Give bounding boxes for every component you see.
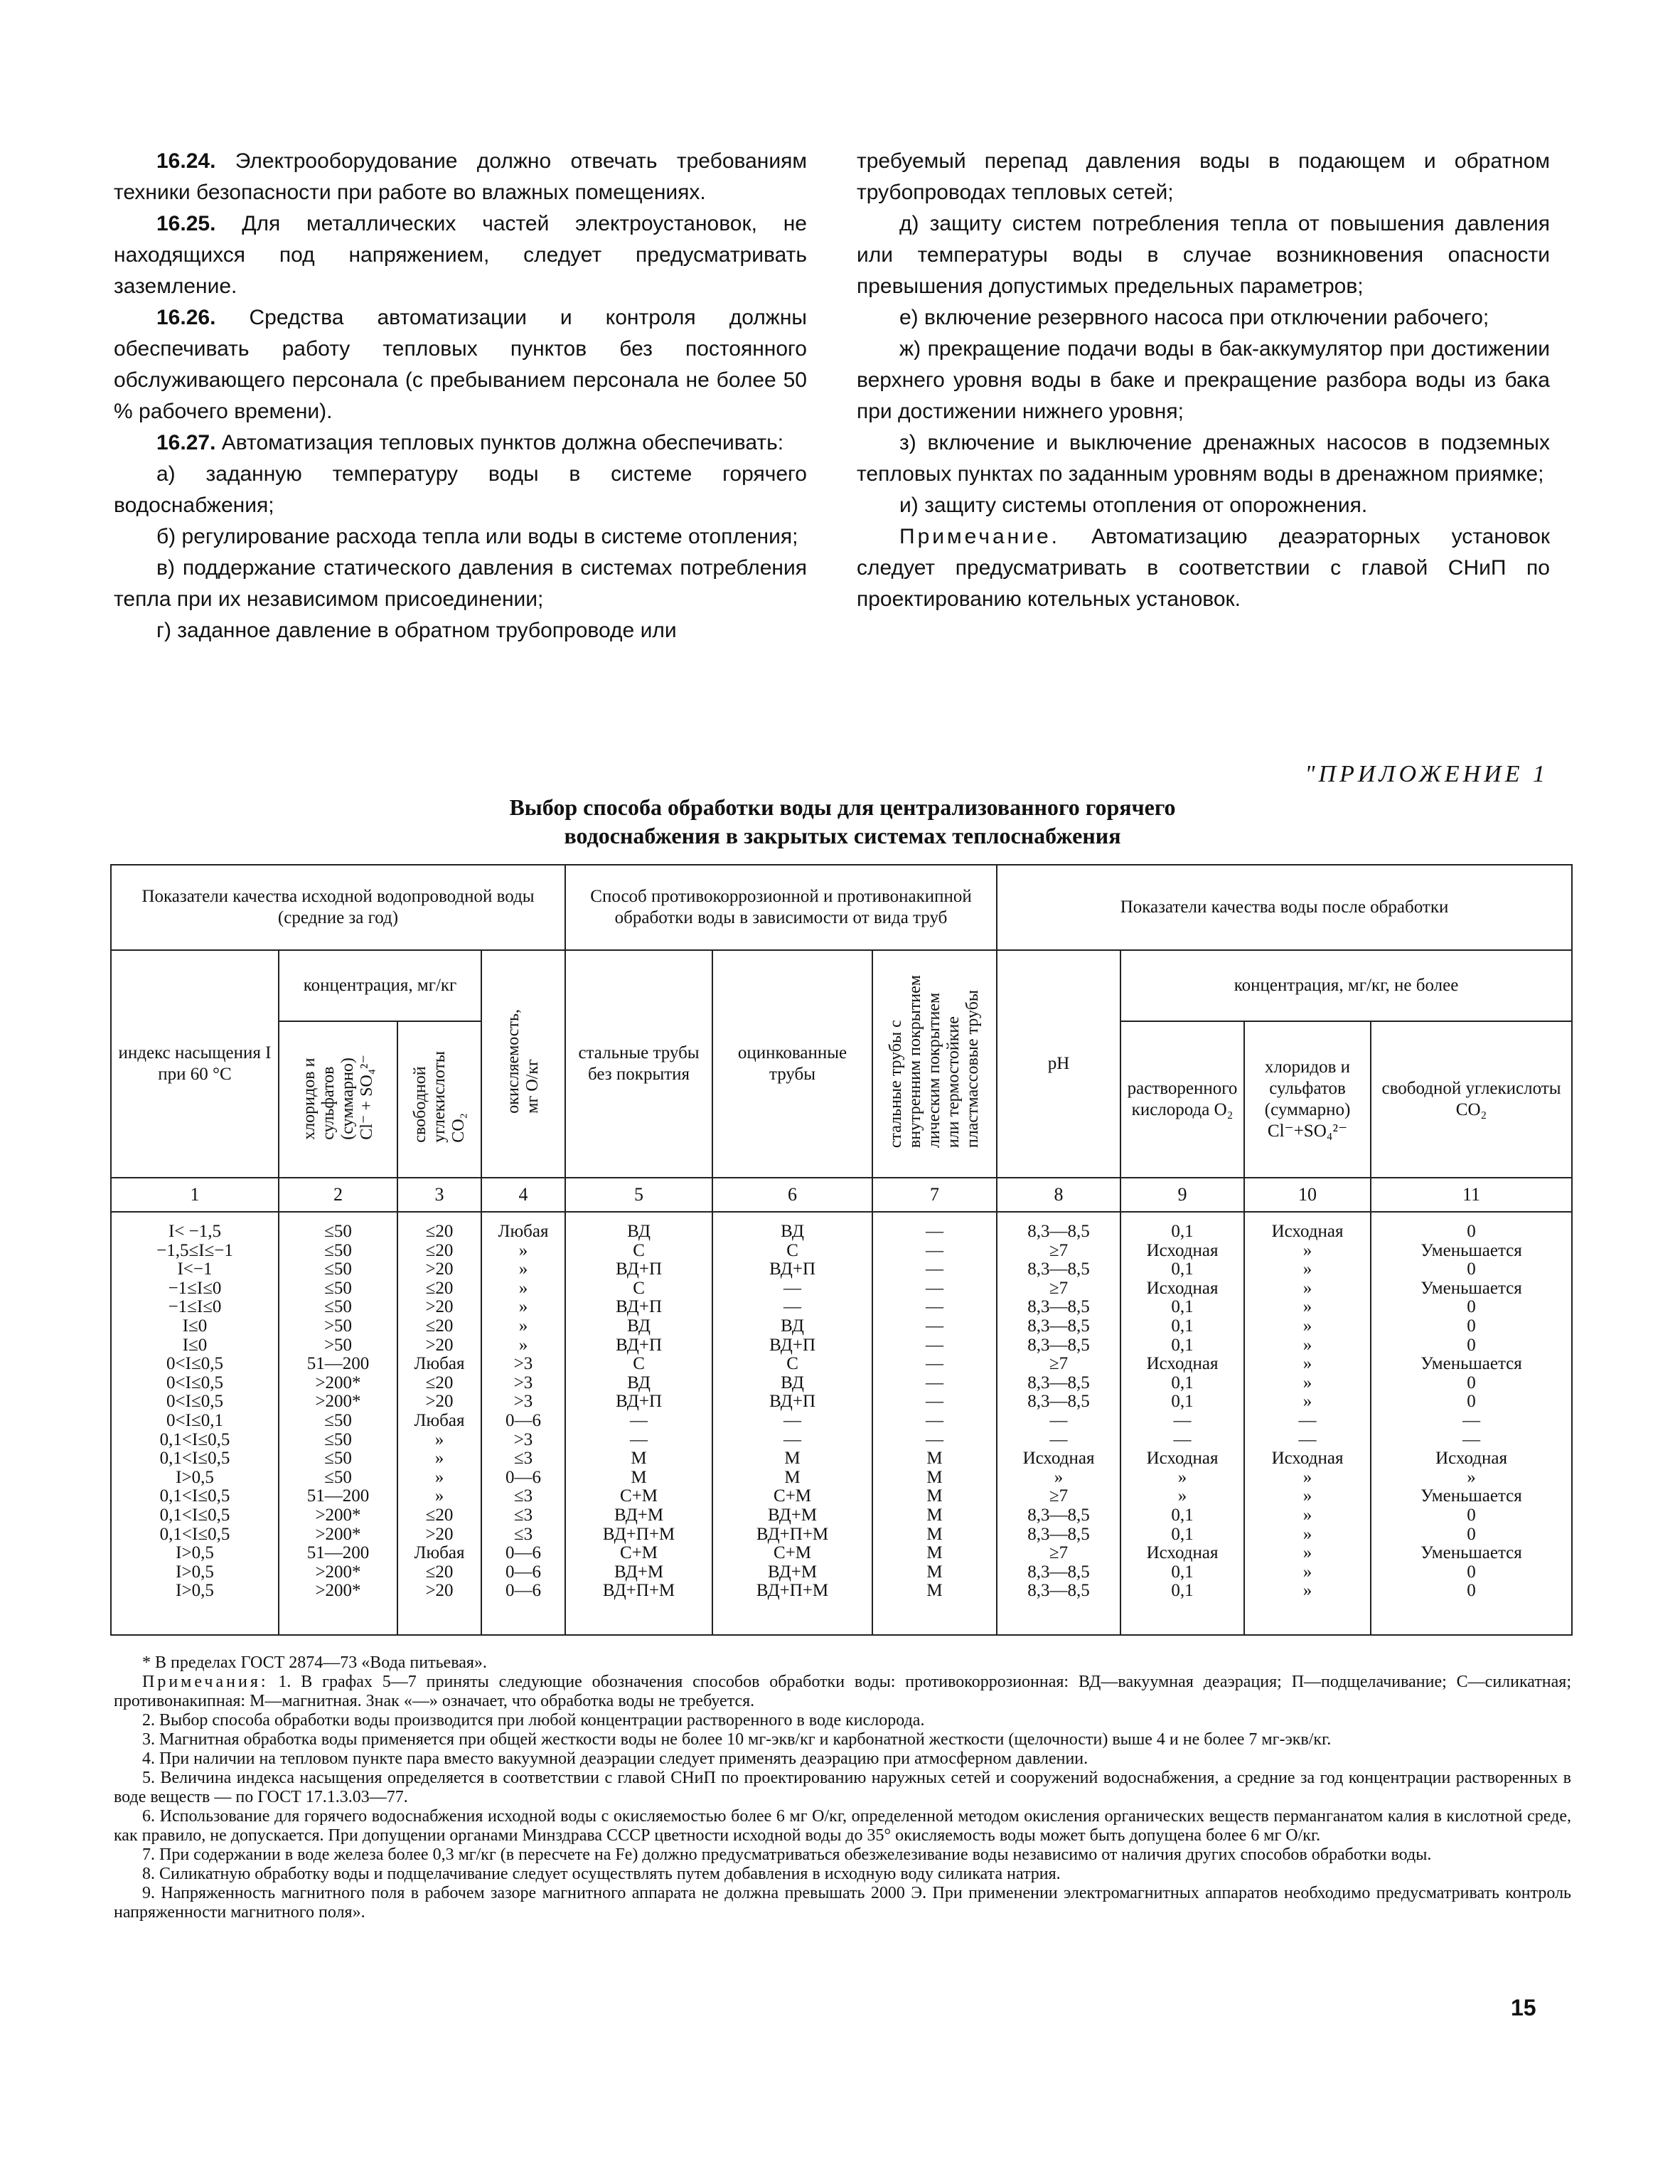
table-cell: Исходная (1435, 1449, 1507, 1469)
table-cell: — (926, 1316, 944, 1336)
table-cell: 0,1 (1171, 1297, 1194, 1317)
column-number: 4 (481, 1178, 565, 1212)
table-cell: >200* (315, 1524, 361, 1544)
table-cell: 0,1 (1171, 1373, 1194, 1392)
table-cell: ВД+М (614, 1505, 664, 1525)
table-cell: 8,3—8,5 (1027, 1316, 1090, 1336)
header-coated-pipes: стальные трубы с внутренним покрытием лическим покрытием или термостойкие пластмассовые трубы (872, 950, 997, 1178)
appendix-label: "ПРИЛОЖЕНИЕ 1 (1305, 761, 1548, 787)
table-cell: Исходная (1146, 1240, 1219, 1260)
table-cell: ≤20 (425, 1373, 454, 1392)
table-cell: ≥7 (1049, 1486, 1069, 1506)
table-cell: » (1302, 1524, 1312, 1544)
table-cell: 0—6 (505, 1410, 542, 1430)
table-cell: Уменьшается (1420, 1240, 1522, 1260)
table-cell: 0,1<I≤0,5 (159, 1505, 230, 1525)
table-cell: Любая (414, 1354, 465, 1374)
table-cell: 0,1 (1171, 1524, 1194, 1544)
column-number: 2 (279, 1178, 397, 1212)
table-cell: » (434, 1467, 444, 1487)
table-cell: Уменьшается (1420, 1486, 1522, 1506)
table-cell: 51—200 (306, 1486, 370, 1506)
table-cell: С (786, 1354, 798, 1374)
table-cell: ≤20 (425, 1316, 454, 1336)
table-cell: >50 (323, 1316, 353, 1336)
table-cell: >20 (425, 1259, 454, 1279)
table-cell: 0 (1467, 1524, 1476, 1544)
table-cell: ВД (781, 1373, 804, 1392)
list-item-v: в) поддержание статического давления в системах потребления тепла при их независимом присоединении; (114, 556, 807, 611)
header-galvanized-pipes: оцинкованные трубы (712, 950, 872, 1178)
left-column (114, 146, 807, 646)
table-cell: ≤50 (324, 1410, 352, 1430)
table-cell: Любая (498, 1222, 549, 1241)
table-cell: — (926, 1278, 944, 1298)
list-item-g-continued: требуемый перепад давления воды в подающем и обратном трубопроводах тепловых сетей; (857, 149, 1550, 204)
list-item-b: б) регулирование расхода тепла или воды в системе отопления; (156, 525, 798, 548)
table-cell: — (926, 1392, 944, 1412)
table-cell: Исходная (1146, 1449, 1219, 1469)
table-cell: » (1302, 1543, 1312, 1563)
table-cell: — (926, 1222, 944, 1241)
table-cell: >200* (315, 1505, 361, 1525)
table-cell: >200* (315, 1562, 361, 1582)
table-title (114, 793, 1571, 850)
table-cell: >20 (425, 1392, 454, 1412)
column-number: 9 (1120, 1178, 1244, 1212)
table-cell: — (1049, 1429, 1068, 1449)
table-cell: >20 (425, 1335, 454, 1355)
table-cell: » (1302, 1354, 1312, 1374)
table-cell: >20 (425, 1297, 454, 1317)
table-cell: 8,3—8,5 (1027, 1373, 1090, 1392)
table-cell: Исходная (1146, 1354, 1219, 1374)
header-saturation-index: индекс насыщения I при 60 °С (111, 950, 279, 1178)
table-cell: » (1302, 1335, 1312, 1355)
table-cell: » (434, 1486, 444, 1506)
table-cell: ВД+П (616, 1297, 662, 1317)
table-cell: » (1054, 1467, 1064, 1487)
table-cell: 8,3—8,5 (1027, 1222, 1090, 1241)
table-cell: 0,1 (1171, 1562, 1194, 1582)
table-cell: ≤50 (324, 1222, 352, 1241)
table-cell: 0<I≤0,5 (166, 1354, 223, 1374)
table-cell: — (926, 1297, 944, 1317)
table-body-row (111, 1212, 1572, 1635)
table-cell: 8,3—8,5 (1027, 1392, 1090, 1412)
table-cell: » (518, 1335, 528, 1355)
table-cell: » (1177, 1486, 1187, 1506)
table-cell: М (926, 1467, 943, 1487)
table-cell: — (1462, 1410, 1481, 1430)
paragraph-16-24: 16.24. Электрооборудование должно отвечать требованиям техники безопасности при работе во влажных помещениях. (114, 149, 807, 204)
table-cell: 8,3—8,5 (1027, 1562, 1090, 1582)
page-number: 15 (1511, 1995, 1536, 2020)
table-cell: » (1302, 1316, 1312, 1336)
notes-block (114, 1653, 1571, 1922)
table-cell: I>0,5 (176, 1581, 214, 1601)
table-cell: М (926, 1505, 943, 1525)
table-cell: ВД+П+М (602, 1524, 675, 1544)
header-oxidizability: окисляемость, мг O/кг (481, 950, 565, 1178)
table-cell: Исходная (1146, 1543, 1219, 1563)
paragraph-16-27: 16.27. Автоматизация тепловых пунктов должна обеспечивать: (156, 431, 784, 454)
table-cell: — (926, 1335, 944, 1355)
table-cell: С+М (774, 1543, 812, 1563)
table-cell: I≤0 (182, 1316, 208, 1336)
table-cell: ≤20 (425, 1240, 454, 1260)
table-cell: ≤50 (324, 1259, 352, 1279)
note-6: 6. Использование для горячего водоснабжения исходной воды с окисляемостью более 6 мг O/кг, определенной методом окисления органических веществ перманганатом калия в кислотной среде, как правило, не допускается. При допущении органами Минздрава СССР цветности исходной воды до 35° окисляемость воды может быть допущена более 6 мг O/кг. (114, 1807, 1571, 1845)
table-cell: » (1302, 1392, 1312, 1412)
column-number: 7 (872, 1178, 997, 1212)
table-cell: С (786, 1240, 798, 1260)
table-cell: ≤50 (324, 1429, 352, 1449)
list-item-z: з) включение и выключение дренажных насосов в подземных тепловых пунктах по заданным уровням воды в дренажном приямке; (857, 431, 1550, 486)
table-cell: 8,3—8,5 (1027, 1259, 1090, 1279)
table-column-10 (1244, 1212, 1371, 1635)
note-2: 2. Выбор способа обработки воды производится при любой концентрации растворенного в воде кислорода. (142, 1711, 925, 1730)
list-item-i: и) защиту системы отопления от опорожнения. (899, 494, 1368, 517)
note-paragraph: Примечание. Автоматизацию деаэраторных установок следует предусматривать в соответствии с главой СНиП по проектированию котельных установок. (857, 525, 1550, 611)
table-cell: I>0,5 (176, 1467, 214, 1487)
column-number: 10 (1244, 1178, 1371, 1212)
list-item-g: г) заданное давление в обратном трубопроводе или (156, 619, 677, 642)
note-5: 5. Величина индекса насыщения определяется в соответствии с главой СНиП по проектированию наружных сетей и сооружений водоснабжения, а средние за год концентрации растворенных в воде веществ — по ГОСТ 17.1.3.03—77. (114, 1769, 1571, 1806)
paragraph-16-25: 16.25. Для металлических частей электроустановок, не находящихся под напряжением, следует предусматривать заземление. (114, 212, 807, 298)
header-steel-pipes: стальные трубы без покрытия (565, 950, 712, 1178)
table-cell: Любая (414, 1410, 465, 1430)
column-number: 6 (712, 1178, 872, 1212)
table-cell: I>0,5 (176, 1543, 214, 1563)
table-cell: ВД (781, 1222, 804, 1241)
table-cell: — (1049, 1410, 1068, 1430)
table-cell: 0,1 (1171, 1505, 1194, 1525)
table-column-3 (397, 1212, 481, 1635)
table-cell: 0 (1467, 1392, 1476, 1412)
column-number: 3 (397, 1178, 481, 1212)
table-column-7 (872, 1212, 997, 1635)
column-numbers-row (111, 1178, 1572, 1212)
table-column-8 (997, 1212, 1120, 1635)
list-item-zh: ж) прекращение подачи воды в бак-аккумулятор при достижении верхнего уровня воды в баке и прекращение разбора воды из бака при достижении нижнего уровня; (857, 337, 1550, 423)
table-cell: М (926, 1486, 943, 1506)
table-cell: М (784, 1467, 801, 1487)
table-cell: >50 (323, 1335, 353, 1355)
table-cell: ВД+П (616, 1392, 662, 1412)
table-cell: −1≤I≤0 (168, 1297, 222, 1317)
table-cell: » (518, 1297, 528, 1317)
table-cell: ВД+М (614, 1562, 664, 1582)
table-cell: >20 (425, 1581, 454, 1601)
table-cell: 0 (1467, 1259, 1476, 1279)
note-8: 8. Силикатную обработку воды и подщелачивание следует осуществлять путем добавления в исходную воду силиката натрия. (142, 1865, 1061, 1883)
table-cell: >200* (315, 1581, 361, 1601)
column-number: 5 (565, 1178, 712, 1212)
list-item-a: а) заданную температуру воды в системе горячего водоснабжения; (114, 462, 807, 517)
table-cell: >20 (425, 1524, 454, 1544)
table-cell: » (1302, 1505, 1312, 1525)
header-co2-after: свободной углекислоты CO₂ (1371, 1021, 1572, 1178)
table-cell: >3 (513, 1354, 533, 1374)
table-cell: ВД (781, 1316, 804, 1336)
table-cell: Исходная (1022, 1449, 1095, 1469)
table-cell: 8,3—8,5 (1027, 1524, 1090, 1544)
header-ph: pH (997, 950, 1120, 1178)
table-cell: М (926, 1543, 943, 1563)
table-cell: » (1177, 1467, 1187, 1487)
list-item-d: д) защиту систем потребления тепла от повышения давления или температуры воды в случае возникновения опасности превышения допустимых предельных параметров; (857, 212, 1550, 298)
table-cell: 0<I≤0,1 (166, 1410, 223, 1430)
table-cell: ≥7 (1049, 1543, 1069, 1563)
header-concentration-source: концентрация, мг/кг (279, 950, 481, 1021)
table-cell: I>0,5 (176, 1562, 214, 1582)
table-cell: 0,1<I≤0,5 (159, 1449, 230, 1469)
table-cell: 51—200 (306, 1543, 370, 1563)
table-cell: С+М (620, 1486, 658, 1506)
note-7: 7. При содержании в воде железа более 0,3 мг/кг (в пересчете на Fe) должно предусматриваться обезжелезивание воды независимо от наличия других способов обработки воды. (142, 1845, 1432, 1864)
table-cell: 0 (1467, 1222, 1476, 1241)
table-cell: ВД+П (616, 1259, 662, 1279)
table-cell: М (926, 1562, 943, 1582)
table-cell: » (1467, 1467, 1476, 1487)
table-cell: 0,1 (1171, 1222, 1194, 1241)
table-cell: I<−1 (177, 1259, 213, 1279)
table-cell: Любая (414, 1543, 465, 1563)
note-1: Примечания: 1. В графах 5—7 приняты следующие обозначения способов обработки воды: противокоррозионная: ВД—вакуумная деаэрация; П—подщелачивание; С—силикатная; противонакипная: М—магнитная. Знак «—» означает, что обработка воды не требуется. (114, 1673, 1572, 1710)
table-cell: — (783, 1429, 802, 1449)
table-column-1 (111, 1212, 279, 1635)
table-cell: С (633, 1278, 645, 1298)
table-cell: 0 (1467, 1373, 1476, 1392)
table-column-5 (565, 1212, 712, 1635)
table-column-11 (1371, 1212, 1572, 1635)
table-cell: » (1302, 1259, 1312, 1279)
table-cell: ≥7 (1049, 1354, 1069, 1374)
header-water-after-treatment: Показатели качества воды после обработки (997, 865, 1572, 950)
header-concentration-after: концентрация, мг/кг, не более (1120, 950, 1572, 1021)
table-cell: 0—6 (505, 1562, 542, 1582)
note-3: 3. Магнитная обработка воды применяется при общей жесткости воды не более 10 мг-экв/кг и карбонатной жесткости (щелочности) выше 4 и не более 7 мг-экв/кг. (142, 1730, 1332, 1749)
table-cell: » (1302, 1581, 1312, 1601)
header-chlorides-sulfates-after: хлоридов и сульфатов (суммарно) Cl⁻+SO₄²⁻ (1244, 1021, 1371, 1178)
table-cell: » (1302, 1467, 1312, 1487)
table-cell: ≤3 (513, 1505, 533, 1525)
table-column-2 (279, 1212, 397, 1635)
table-cell: 0,1 (1171, 1335, 1194, 1355)
table-cell: » (1302, 1297, 1312, 1317)
table-cell: ≤3 (513, 1524, 533, 1544)
table-cell: I< −1,5 (168, 1222, 222, 1241)
table-cell: ВД+П+М (756, 1524, 829, 1544)
table-cell: −1,5≤I≤−1 (156, 1240, 233, 1260)
table-cell: ≤50 (324, 1297, 352, 1317)
water-treatment-table (110, 864, 1573, 1636)
table-cell: Исходная (1271, 1449, 1344, 1469)
table-cell: — (630, 1410, 648, 1430)
table-title-line-2: водоснабжения в закрытых системах теплоснабжения (564, 823, 1121, 848)
table-cell: — (1298, 1429, 1317, 1449)
table-cell: ВД (627, 1222, 651, 1241)
table-cell: ВД+М (767, 1505, 818, 1525)
table-cell: — (783, 1278, 802, 1298)
table-cell: Исходная (1271, 1222, 1344, 1241)
table-cell: 0,1<I≤0,5 (159, 1429, 230, 1449)
table-cell: 8,3—8,5 (1027, 1505, 1090, 1525)
header-source-water: Показатели качества исходной водопроводной воды (средние за год) (111, 865, 565, 950)
table-cell: 0,1<I≤0,5 (159, 1524, 230, 1544)
table-cell: — (1298, 1410, 1317, 1430)
table-cell: ≤20 (425, 1222, 454, 1241)
paragraph-16-26: 16.26. Средства автоматизации и контроля должны обеспечивать работу тепловых пунктов без постоянного обслуживающего персонала (с пребыванием персонала не более 50 % рабочего времени). (114, 306, 807, 423)
table-column-6 (712, 1212, 872, 1635)
header-co2-source: свободной углекислоты CO₂ (397, 1021, 481, 1178)
table-cell: М (784, 1449, 801, 1469)
table-cell: М (926, 1581, 943, 1601)
table-cell: » (518, 1240, 528, 1260)
table-cell: — (926, 1410, 944, 1430)
table-cell: » (518, 1259, 528, 1279)
note-9: 9. Напряженность магнитного поля в рабочем зазоре магнитного аппарата не должна превышать 2000 Э. При применении электромагнитных аппаратов необходимо предусматривать контроль напряженности магнитного поля». (114, 1884, 1571, 1922)
table-cell: ВД+М (767, 1562, 818, 1582)
table-cell: ВД+П (616, 1335, 662, 1355)
table-cell: ≤50 (324, 1449, 352, 1469)
table-cell: 0 (1467, 1297, 1476, 1317)
table-cell: » (1302, 1562, 1312, 1582)
table-cell: >200* (315, 1373, 361, 1392)
table-cell: ≥7 (1049, 1278, 1069, 1298)
footnote: * В пределах ГОСТ 2874—73 «Вода питьевая». (142, 1653, 487, 1672)
table-cell: ≤50 (324, 1467, 352, 1487)
table-cell: — (926, 1259, 944, 1279)
table-cell: — (926, 1354, 944, 1374)
header-dissolved-oxygen: растворенного кислорода O₂ (1120, 1021, 1244, 1178)
list-item-e: е) включение резервного насоса при отключении рабочего; (899, 306, 1489, 329)
table-cell: ВД (627, 1316, 651, 1336)
table-cell: ≤20 (425, 1562, 454, 1582)
table-cell: 0<I≤0,5 (166, 1373, 223, 1392)
table-cell: >3 (513, 1373, 533, 1392)
table-cell: 0,1 (1171, 1392, 1194, 1412)
table-cell: 0<I≤0,5 (166, 1392, 223, 1412)
note-4: 4. При наличии на тепловом пункте пара вместо вакуумной деаэрации следует применять деаэрацию при атмосферном давлении. (142, 1749, 1088, 1768)
table-cell: 0 (1467, 1505, 1476, 1525)
table-cell: С+М (620, 1543, 658, 1563)
table-cell: ВД+П+М (602, 1581, 675, 1601)
table-cell: ≤3 (513, 1486, 533, 1506)
table-cell: — (1462, 1429, 1481, 1449)
table-cell: 0,1 (1171, 1316, 1194, 1336)
table-cell: С (633, 1354, 645, 1374)
table-cell: — (926, 1240, 944, 1260)
table-cell: >3 (513, 1392, 533, 1412)
table-cell: — (630, 1429, 648, 1449)
table-cell: 0 (1467, 1581, 1476, 1601)
column-number: 1 (111, 1178, 279, 1212)
table-cell: >3 (513, 1429, 533, 1449)
table-cell: 0,1 (1171, 1581, 1194, 1601)
table-cell: » (1302, 1278, 1312, 1298)
table-cell: ≤3 (513, 1449, 533, 1469)
table-cell: М (631, 1467, 647, 1487)
header-treatment-method: Способ противокоррозионной и противонакипной обработки воды в зависимости от вида труб (565, 865, 997, 950)
table-cell: М (926, 1524, 943, 1544)
table-cell: Уменьшается (1420, 1278, 1522, 1298)
table-cell: ≤20 (425, 1278, 454, 1298)
header-chlorides-sulfates-source: хлоридов и сульфатов (суммарно) Cl⁻ + SO₄²⁻ (279, 1021, 397, 1178)
table-cell: 0 (1467, 1316, 1476, 1336)
table-cell: Уменьшается (1420, 1354, 1522, 1374)
table-cell: — (1173, 1429, 1192, 1449)
table-cell: — (926, 1429, 944, 1449)
table-cell: » (1302, 1373, 1312, 1392)
table-cell: — (926, 1373, 944, 1392)
table-cell: ВД+П+М (756, 1581, 829, 1601)
table-cell: I≤0 (182, 1335, 208, 1355)
table-cell: » (518, 1278, 528, 1298)
table-cell: » (1302, 1486, 1312, 1506)
table-cell: −1≤I≤0 (168, 1278, 222, 1298)
table-cell: ≥7 (1049, 1240, 1069, 1260)
table-cell: 0—6 (505, 1543, 542, 1563)
table-cell: М (631, 1449, 647, 1469)
column-number: 11 (1371, 1178, 1572, 1212)
table-cell: ≤50 (324, 1278, 352, 1298)
table-cell: 0,1 (1171, 1259, 1194, 1279)
table-cell: ВД+П (769, 1392, 815, 1412)
column-number: 8 (997, 1178, 1120, 1212)
table-cell: 0 (1467, 1335, 1476, 1355)
table-cell: Исходная (1146, 1278, 1219, 1298)
table-cell: 0—6 (505, 1581, 542, 1601)
table-cell: — (783, 1297, 802, 1317)
table-cell: — (1173, 1410, 1192, 1430)
table-cell: ВД (627, 1373, 651, 1392)
table-cell: Уменьшается (1420, 1543, 1522, 1563)
table-cell: ≤20 (425, 1505, 454, 1525)
table-cell: ВД+П (769, 1259, 815, 1279)
table-title-line-1: Выбор способа обработки воды для централизованного горячего (509, 794, 1176, 820)
table-cell: С+М (774, 1486, 812, 1506)
right-column (857, 146, 1550, 615)
table-cell: М (926, 1449, 943, 1469)
table-cell: 8,3—8,5 (1027, 1335, 1090, 1355)
table-cell: ВД+П (769, 1335, 815, 1355)
table-column-9 (1120, 1212, 1244, 1635)
table-cell: — (783, 1410, 802, 1430)
table-cell: 0 (1467, 1562, 1476, 1582)
table-cell: » (434, 1449, 444, 1469)
table-cell: » (1302, 1240, 1312, 1260)
table-cell: 51—200 (306, 1354, 370, 1374)
table-column-4 (481, 1212, 565, 1635)
table-cell: 8,3—8,5 (1027, 1581, 1090, 1601)
table-cell: 8,3—8,5 (1027, 1297, 1090, 1317)
table-cell: С (633, 1240, 645, 1260)
table-cell: 0,1<I≤0,5 (159, 1486, 230, 1506)
table-cell: » (518, 1316, 528, 1336)
table-cell: 0—6 (505, 1467, 542, 1487)
table-cell: ≤50 (324, 1240, 352, 1260)
table-cell: » (434, 1429, 444, 1449)
table-cell: >200* (315, 1392, 361, 1412)
